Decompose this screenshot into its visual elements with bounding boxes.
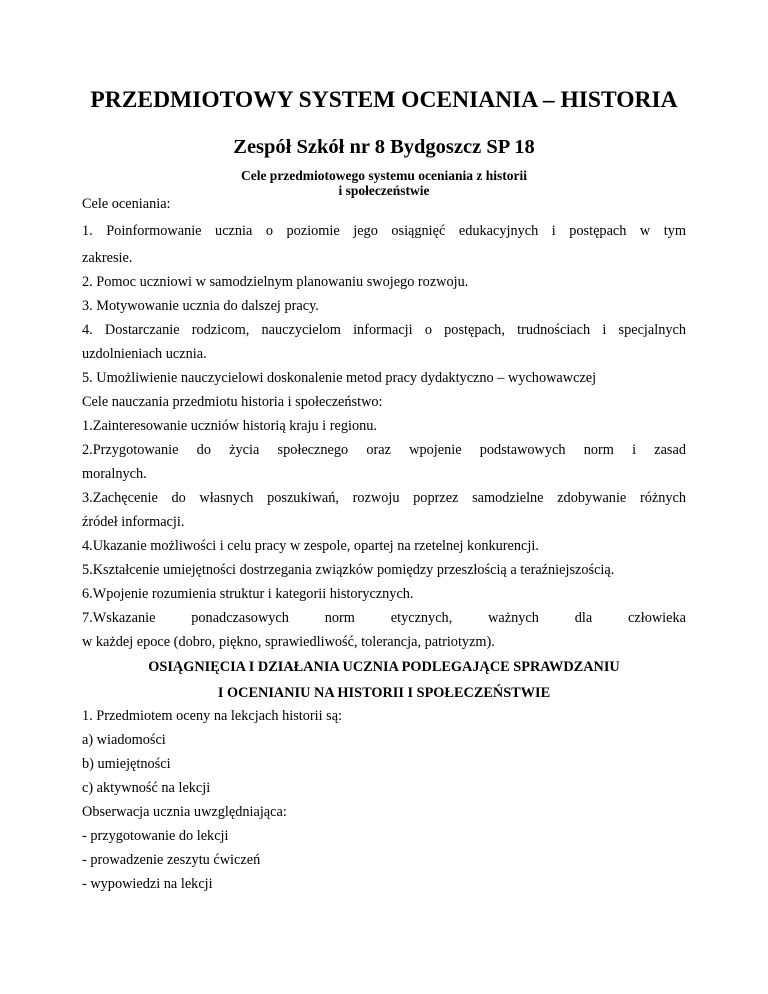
- text-line: 5.Kształcenie umiejętności dostrzegania związków pomiędzy przeszłością a teraźniejszością.: [82, 562, 615, 578]
- text-line: moralnych.: [82, 466, 147, 482]
- text-line: zakresie.: [82, 250, 133, 266]
- text-line: Cele nauczania przedmiotu historia i społeczeństwo:: [82, 394, 383, 410]
- subtitle-line-2: i społeczeństwie: [338, 183, 430, 198]
- text-line: 5. Umożliwienie nauczycielowi doskonalenie metod pracy dydaktyczno – wychowawczej: [82, 370, 597, 386]
- text-line: Cele oceniania:: [82, 196, 171, 212]
- section-heading-line-1: OSIĄGNIĘCIA I DZIAŁANIA UCZNIA PODLEGAJĄCE SPRAWDZANIU: [148, 659, 620, 675]
- text-line: 3.Zachęcenie do własnych poszukiwań, rozwoju poprzez samodzielne zdobywanie różnych: [82, 490, 686, 506]
- text-line: 4. Dostarczanie rodzicom, nauczycielom informacji o postępach, trudnościach i specjalnych: [82, 322, 686, 338]
- text-line: 1. Przedmiotem oceny na lekcjach historii są:: [82, 708, 343, 724]
- text-line: 3. Motywowanie ucznia do dalszej pracy.: [82, 298, 319, 314]
- text-line: 4.Ukazanie możliwości i celu pracy w zespole, opartej na rzetelnej konkurencji.: [82, 538, 539, 554]
- text-line: 2.Przygotowanie do życia społecznego oraz wpojenie podstawowych norm i zasad: [82, 442, 686, 458]
- text-line: 6.Wpojenie rozumienia struktur i kategorii historycznych.: [82, 586, 414, 602]
- list-item: a) wiadomości: [82, 732, 166, 748]
- section-heading-line-2: I OCENIANIU NA HISTORII I SPOŁECZEŃSTWIE: [217, 685, 551, 701]
- text-line: 2. Pomoc uczniowi w samodzielnym planowaniu swojego rozwoju.: [82, 274, 469, 290]
- text-line: źródeł informacji.: [82, 514, 185, 530]
- document-title: PRZEDMIOTOWY SYSTEM OCENIANIA – HISTORIA: [90, 87, 678, 113]
- list-item: - prowadzenie zeszytu ćwiczeń: [82, 852, 261, 868]
- list-item: - przygotowanie do lekcji: [82, 828, 229, 844]
- subtitle-line-1: Cele przedmiotowego systemu oceniania z historii: [240, 168, 528, 183]
- text-line: 1.Zainteresowanie uczniów historią kraju i regionu.: [82, 418, 377, 434]
- list-item: - wypowiedzi na lekcji: [82, 876, 213, 892]
- text-line: 1. Poinformowanie ucznia o poziomie jego osiągnięć edukacyjnych i postępach w tym: [82, 223, 686, 239]
- text-line: 7.Wskazanie ponadczasowych norm etycznych, ważnych dla człowieka: [82, 610, 686, 626]
- text-line: w każdej epoce (dobro, piękno, sprawiedliwość, tolerancja, patriotyzm).: [82, 634, 495, 650]
- text-line: uzdolnieniach ucznia.: [82, 346, 207, 362]
- school-name: Zespół Szkół nr 8 Bydgoszcz SP 18: [233, 136, 535, 158]
- list-item: c) aktywność na lekcji: [82, 780, 211, 796]
- list-item: b) umiejętności: [82, 756, 171, 772]
- text-line: Obserwacja ucznia uwzględniająca:: [82, 804, 287, 820]
